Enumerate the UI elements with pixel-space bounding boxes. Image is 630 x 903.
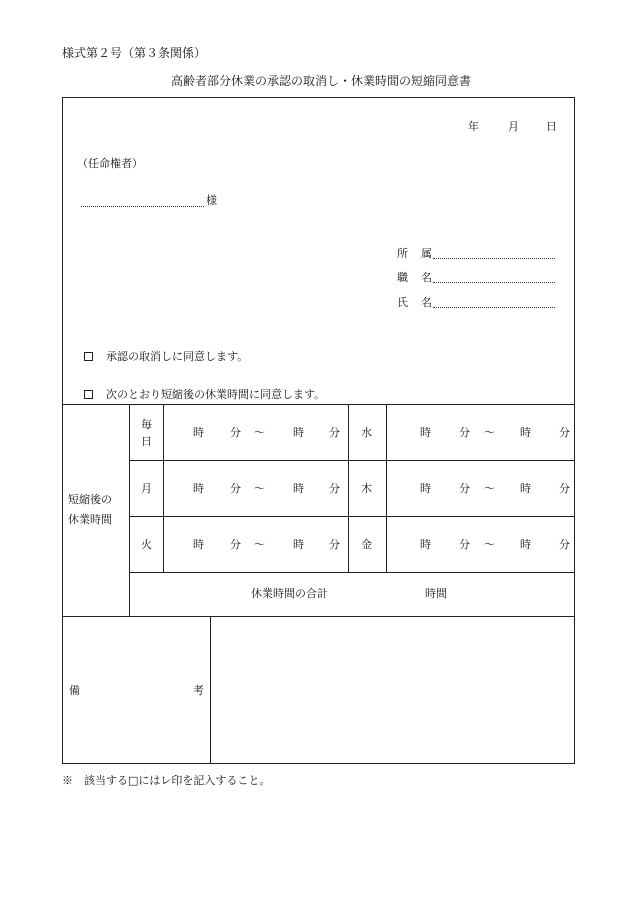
row3-right-start-hour: 時 [420, 538, 431, 551]
affiliation-label-1: 所 [397, 247, 408, 260]
remarks-label-2: 考 [193, 684, 204, 697]
day-label-wednesday: 水 [361, 426, 372, 439]
row3-left-end-minute: 分 [329, 538, 340, 551]
honorific-label: 様 [206, 194, 217, 207]
date-month-label: 月 [508, 120, 519, 133]
schedule-header-divider [129, 404, 130, 616]
row2-right-start-minute: 分 [459, 482, 470, 495]
position-line[interactable] [433, 282, 555, 283]
row1-right-end-hour: 時 [520, 426, 531, 439]
appointer-label: （任命権者） [77, 157, 143, 170]
row3-right-end-hour: 時 [520, 538, 531, 551]
name-label-2: 名 [421, 296, 432, 309]
name-label-1: 氏 [397, 296, 408, 309]
remarks-field[interactable] [212, 618, 572, 762]
day-label-everyday-2: 日 [141, 435, 152, 448]
affiliation-line[interactable] [433, 258, 555, 259]
schedule-total-divider [129, 572, 575, 573]
appointer-name-line[interactable] [81, 206, 204, 207]
date-day-label: 日 [546, 120, 557, 133]
row3-left-tilde: ～ [254, 538, 265, 551]
name-line[interactable] [433, 307, 555, 308]
schedule-row-divider-1 [129, 460, 575, 461]
row3-left-start-hour: 時 [193, 538, 204, 551]
schedule-row-header-2: 休業時間 [68, 513, 112, 526]
row2-right-end-minute: 分 [559, 482, 570, 495]
position-label-1: 職 [397, 271, 408, 284]
row2-left-end-minute: 分 [329, 482, 340, 495]
row2-right-start-hour: 時 [420, 482, 431, 495]
checkbox-shorten-hours[interactable] [84, 390, 93, 399]
row3-right-end-minute: 分 [559, 538, 570, 551]
day-label-everyday-1: 毎 [141, 418, 152, 431]
row1-left-end-hour: 時 [293, 426, 304, 439]
position-label-2: 名 [421, 271, 432, 284]
document-title: 高齢者部分休業の承認の取消し・休業時間の短縮同意書 [171, 74, 472, 88]
row2-left-start-hour: 時 [193, 482, 204, 495]
schedule-row-header-1: 短縮後の [68, 493, 112, 506]
row1-right-tilde: ～ [484, 426, 495, 439]
row1-left-end-minute: 分 [329, 426, 340, 439]
total-hours-label: 休業時間の合計 [251, 587, 328, 600]
schedule-right-day-divider [386, 404, 387, 572]
schedule-row-divider-2 [129, 516, 575, 517]
row1-right-start-minute: 分 [459, 426, 470, 439]
row1-left-tilde: ～ [254, 426, 265, 439]
checkbox-cancel-label: 承認の取消しに同意します。 [106, 350, 249, 363]
row2-left-end-hour: 時 [293, 482, 304, 495]
affiliation-label-2: 属 [421, 247, 432, 260]
schedule-left-day-divider [163, 404, 164, 572]
checkbox-cancel-approval[interactable] [84, 352, 93, 361]
day-label-friday: 金 [361, 538, 372, 551]
schedule-mid-divider [348, 404, 349, 572]
row2-left-start-minute: 分 [230, 482, 241, 495]
day-label-tuesday: 火 [141, 538, 152, 551]
row3-left-end-hour: 時 [293, 538, 304, 551]
row1-left-start-minute: 分 [230, 426, 241, 439]
row1-left-start-hour: 時 [193, 426, 204, 439]
row3-left-start-minute: 分 [230, 538, 241, 551]
checkbox-row-cancel [84, 351, 248, 362]
form-number: 様式第２号（第３条関係） [62, 46, 207, 60]
remarks-label-1: 備 [69, 684, 80, 697]
footnote: ※ 該当する□にはレ印を記入すること。 [62, 774, 271, 787]
row2-right-tilde: ～ [484, 482, 495, 495]
schedule-bottom-border [62, 616, 575, 617]
row3-right-tilde: ～ [484, 538, 495, 551]
checkbox-shorten-label: 次のとおり短縮後の休業時間に同意します。 [106, 388, 326, 401]
row3-right-start-minute: 分 [459, 538, 470, 551]
row1-right-end-minute: 分 [559, 426, 570, 439]
row1-right-start-hour: 時 [420, 426, 431, 439]
schedule-top-border [62, 404, 575, 405]
day-label-monday: 月 [141, 482, 152, 495]
row2-left-tilde: ～ [254, 482, 265, 495]
date-year-label: 年 [468, 120, 479, 133]
remarks-divider [210, 616, 211, 764]
total-hours-unit: 時間 [425, 587, 447, 600]
row2-right-end-hour: 時 [520, 482, 531, 495]
checkbox-row-shorten [84, 389, 325, 400]
day-label-thursday: 木 [361, 482, 372, 495]
